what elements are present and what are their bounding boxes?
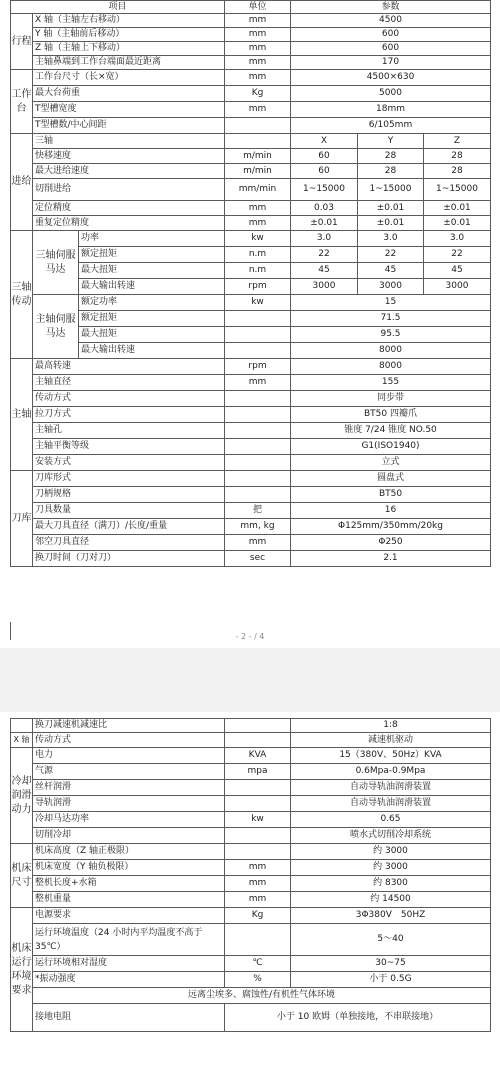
row-unit xyxy=(225,844,291,860)
row-label: 机床高度（Z 轴正极限） xyxy=(33,844,225,860)
row-label: 冷却马达功率 xyxy=(33,812,225,828)
cell-z: 28 xyxy=(424,164,491,179)
row-label: 功率 xyxy=(79,231,225,247)
cell-y: 3000 xyxy=(358,279,424,295)
row-value: 4500 xyxy=(291,14,491,28)
row-value: 2.1 xyxy=(291,551,491,567)
row-value: 5～40 xyxy=(291,924,491,956)
row-value: 喷水式切削冷却系统 xyxy=(291,828,491,844)
row-unit xyxy=(225,471,291,487)
header-param: 参数 xyxy=(291,1,491,14)
row-value: 8000 xyxy=(291,359,491,375)
row-value: 0.65 xyxy=(291,812,491,828)
row-unit: KVA xyxy=(225,748,291,764)
page-number: - 2 - / 4 xyxy=(235,632,265,641)
row-unit: mm xyxy=(225,375,291,391)
row-label: 导轨润滑 xyxy=(33,796,225,812)
cell-y: 45 xyxy=(358,263,424,279)
row-unit: mm xyxy=(225,201,291,216)
row-unit: m/min xyxy=(225,149,291,164)
spec-table-page-1 xyxy=(10,0,491,567)
row-value: 小于 10 欧姆（单独接地，不串联接地） xyxy=(225,1004,491,1032)
group-worktable: 工作台 xyxy=(11,70,33,134)
row-unit xyxy=(225,455,291,471)
header-unit: 单位 xyxy=(225,1,291,14)
axis-y-header: Y xyxy=(358,134,424,149)
row-unit xyxy=(225,311,291,327)
row-label: 工作台尺寸（长×宽） xyxy=(33,70,225,86)
row-value: 3Φ380V 50HZ xyxy=(291,908,491,924)
row-label: 快移速度 xyxy=(33,149,225,164)
spindle-servo-label: 主轴伺服马达 xyxy=(33,295,79,359)
row-label: 主轴孔 xyxy=(33,423,225,439)
row-value: 减速机驱动 xyxy=(291,733,491,748)
group-feed: 进给 xyxy=(11,134,33,231)
row-label: 邻空刀具直径 xyxy=(33,535,225,551)
row-label: 定位精度 xyxy=(33,201,225,216)
cell-x: 0.03 xyxy=(291,201,358,216)
row-label: 额定扭矩 xyxy=(79,311,225,327)
row-label: T型槽数/中心间距 xyxy=(33,118,225,134)
row-value: 30~75 xyxy=(291,956,491,972)
row-value: 约 3000 xyxy=(291,844,491,860)
cell-y: 28 xyxy=(358,164,424,179)
row-label: 整机长度+水箱 xyxy=(33,876,225,892)
row-unit xyxy=(225,828,291,844)
row-value: 15（380V、50Hz）KVA xyxy=(291,748,491,764)
row-unit xyxy=(225,343,291,359)
cell-x: 22 xyxy=(291,247,358,263)
cell-z: 22 xyxy=(424,247,491,263)
row-unit: mm xyxy=(225,14,291,28)
cell-z: ±0.01 xyxy=(424,201,491,216)
row-label: Z 轴（主轴上下移动） xyxy=(33,42,225,56)
row-label: *振动强度 xyxy=(33,972,225,988)
row-unit xyxy=(225,327,291,343)
row-unit: mm xyxy=(225,860,291,876)
row-label: 换刀时间（刀对刀） xyxy=(33,551,225,567)
row-label: 刀库形式 xyxy=(33,471,225,487)
row-value: 约 8300 xyxy=(291,876,491,892)
row-value: 同步带 xyxy=(291,391,491,407)
row-unit: mm xyxy=(225,876,291,892)
axis-x-header: X xyxy=(291,134,358,149)
row-label: 运行环境相对湿度 xyxy=(33,956,225,972)
cell-y: 22 xyxy=(358,247,424,263)
row-unit: mm xyxy=(225,42,291,56)
row-unit: 把 xyxy=(225,503,291,519)
cell-y: 3.0 xyxy=(358,231,424,247)
row-label: 最大输出转速 xyxy=(79,343,225,359)
cell-z: 28 xyxy=(424,149,491,164)
cell-z: 3.0 xyxy=(424,231,491,247)
row-unit: n.m xyxy=(225,247,291,263)
row-unit xyxy=(225,423,291,439)
group-drive: 三轴传动 xyxy=(11,231,33,359)
servo3-label: 三轴伺服马达 xyxy=(33,231,79,295)
row-label: 安装方式 xyxy=(33,455,225,471)
row-unit xyxy=(225,407,291,423)
header-item: 项目 xyxy=(11,1,225,14)
row-label: 重复定位精度 xyxy=(33,216,225,231)
cell-x: 1~15000 xyxy=(291,179,358,201)
env-note: 远离尘埃多、腐蚀性/有机性气体环境 xyxy=(33,988,491,1004)
row-value: 15 xyxy=(291,295,491,311)
cell-x: 45 xyxy=(291,263,358,279)
row-label: 主轴直径 xyxy=(33,375,225,391)
row-unit: Kg xyxy=(225,86,291,102)
row-unit: kw xyxy=(225,231,291,247)
row-unit: mpa xyxy=(225,764,291,780)
row-label: 主轴平衡等级 xyxy=(33,439,225,455)
row-unit: mm xyxy=(225,892,291,908)
row-value: 0.6Mpa-0.9Mpa xyxy=(291,764,491,780)
row-label: 额定功率 xyxy=(79,295,225,311)
cell-y: 28 xyxy=(358,149,424,164)
row-unit xyxy=(225,439,291,455)
row-label: 整机重量 xyxy=(33,892,225,908)
page-2 xyxy=(0,712,500,1069)
row-unit: ℃ xyxy=(225,956,291,972)
row-unit: Kg xyxy=(225,908,291,924)
row-unit: mm xyxy=(225,70,291,86)
row-value: BT50 四瓣爪 xyxy=(291,407,491,423)
row-value: 600 xyxy=(291,28,491,42)
row-value: 6/105mm xyxy=(291,118,491,134)
row-value: 71.5 xyxy=(291,311,491,327)
cell-z: ±0.01 xyxy=(424,216,491,231)
cell-z: 3000 xyxy=(424,279,491,295)
row-unit xyxy=(225,780,291,796)
group-travel: 行程 xyxy=(11,14,33,70)
row-label: 最大进给速度 xyxy=(33,164,225,179)
row-unit: n.m xyxy=(225,263,291,279)
page-gap xyxy=(0,648,500,712)
row-label: 最大台荷重 xyxy=(33,86,225,102)
row-value: 锥度 7/24 锥度 NO.50 xyxy=(291,423,491,439)
row-unit xyxy=(225,924,291,956)
cell-x: ±0.01 xyxy=(291,216,358,231)
group-env: 机床运行环境要求 xyxy=(11,908,33,1032)
row-unit: mm/min xyxy=(225,179,291,201)
row-value: 170 xyxy=(291,56,491,70)
axis-z-header: Z xyxy=(424,134,491,149)
cell-y: ±0.01 xyxy=(358,201,424,216)
row-value: 小于 0.5G xyxy=(291,972,491,988)
row-unit: sec xyxy=(225,551,291,567)
row-value: 圆盘式 xyxy=(291,471,491,487)
row-label: 接地电阻 xyxy=(33,1004,225,1032)
row-value: 600 xyxy=(291,42,491,56)
row-unit: mm xyxy=(225,28,291,42)
row-label: 运行环境温度（24 小时内平均温度不高于 35℃） xyxy=(33,924,225,956)
row-unit: % xyxy=(225,972,291,988)
row-value: G1(ISO1940) xyxy=(291,439,491,455)
row-label: 机床宽度（Y 轴负极限） xyxy=(33,860,225,876)
row-value: 4500×630 xyxy=(291,70,491,86)
row-label: 传动方式 xyxy=(33,391,225,407)
row-value: 立式 xyxy=(291,455,491,471)
row-value: 155 xyxy=(291,375,491,391)
row-label: 主轴鼻端到工作台端面最近距离 xyxy=(33,56,225,70)
group-tool: 刀库 xyxy=(11,471,33,567)
row-label: 刀柄规格 xyxy=(33,487,225,503)
row-label: 切削冷却 xyxy=(33,828,225,844)
cell-x: 60 xyxy=(291,149,358,164)
row-label: 电力 xyxy=(33,748,225,764)
cell-x: 3.0 xyxy=(291,231,358,247)
row-unit: m/min xyxy=(225,164,291,179)
row-label: 额定扭矩 xyxy=(79,247,225,263)
row-unit xyxy=(225,487,291,503)
group-size: 机床尺寸 xyxy=(11,844,33,908)
row-label: 最大输出转速 xyxy=(79,279,225,295)
row-value: Φ125mm/350mm/20kg xyxy=(291,519,491,535)
axes-label: 三轴 xyxy=(33,134,225,149)
row-unit xyxy=(225,733,291,748)
cell-y: ±0.01 xyxy=(358,216,424,231)
cell-x: 3000 xyxy=(291,279,358,295)
row-label: 丝杆润滑 xyxy=(33,780,225,796)
row-label: 最高转速 xyxy=(33,359,225,375)
row-label: X 轴（主轴左右移动） xyxy=(33,14,225,28)
row-unit xyxy=(225,796,291,812)
spec-table-page-2 xyxy=(10,718,491,1032)
group-spindle: 主轴 xyxy=(11,359,33,471)
row-unit xyxy=(225,118,291,134)
row-value: 5000 xyxy=(291,86,491,102)
row-unit: mm xyxy=(225,535,291,551)
row-unit: rpm xyxy=(225,279,291,295)
row-value: Φ250 xyxy=(291,535,491,551)
row-unit: kw xyxy=(225,812,291,828)
cell-x: 60 xyxy=(291,164,358,179)
row-unit: rpm xyxy=(225,359,291,375)
row-unit: mm, kg xyxy=(225,519,291,535)
row-label: Y 轴（主轴前后移动） xyxy=(33,28,225,42)
row-label: 刀具数量 xyxy=(33,503,225,519)
row-unit: kw xyxy=(225,295,291,311)
row-unit xyxy=(225,391,291,407)
row-value: 16 xyxy=(291,503,491,519)
row-unit xyxy=(225,719,291,733)
cell-z: 1~15000 xyxy=(424,179,491,201)
row-unit: mm xyxy=(225,56,291,70)
row-label: 气源 xyxy=(33,764,225,780)
row-value: 18mm xyxy=(291,102,491,118)
row-label: 最大刀具直径（满刀）/长度/重量 xyxy=(33,519,225,535)
row-value: 8000 xyxy=(291,343,491,359)
row-label: 拉刀方式 xyxy=(33,407,225,423)
cell-z: 45 xyxy=(424,263,491,279)
row-value: 约 14500 xyxy=(291,892,491,908)
cell-y: 1~15000 xyxy=(358,179,424,201)
row-value: 1:8 xyxy=(291,719,491,733)
row-label: 电源要求 xyxy=(33,908,225,924)
row-value: 自动导轨油润滑装置 xyxy=(291,780,491,796)
row-value: BT50 xyxy=(291,487,491,503)
group-cooling: 冷却润滑动力 xyxy=(11,748,33,844)
row-label: 切削进给 xyxy=(33,179,225,201)
row-label: 最大扭矩 xyxy=(79,263,225,279)
row-value: 95.5 xyxy=(291,327,491,343)
row-label: T型槽宽度 xyxy=(33,102,225,118)
row-value: 自动导轨油润滑装置 xyxy=(291,796,491,812)
row-label: 换刀减速机减速比 xyxy=(33,719,225,733)
row-unit: mm xyxy=(225,102,291,118)
header-row xyxy=(11,1,491,14)
row-label: 传动方式 xyxy=(33,733,225,748)
row-value: 约 3000 xyxy=(291,860,491,876)
row-label: 最大扭矩 xyxy=(79,327,225,343)
row-unit: mm xyxy=(225,216,291,231)
group-xaxis: X 轴 xyxy=(11,733,33,748)
